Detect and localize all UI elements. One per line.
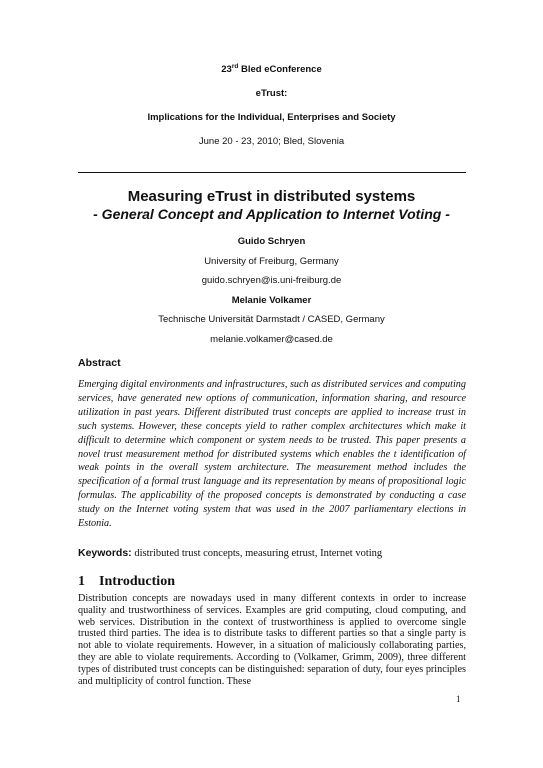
conference-theme-subtitle: Implications for the Individual, Enterprises and Society [147, 112, 396, 123]
keywords-label: Keywords: [78, 547, 132, 559]
section-title: Introduction [99, 574, 175, 589]
conference-name [0, 64, 543, 76]
author-email: melanie.volkamer@cased.de [210, 333, 333, 345]
author-affiliation: Technische Universität Darmstadt / CASED, Germany [158, 314, 385, 326]
author-block [0, 236, 543, 354]
section-number: 1 [78, 574, 85, 589]
introduction-text: Distribution concepts are nowadays used in many different contexts in order to increase quality and trustworthiness of services. Examples are grid computing, cloud computing, and web services. Distribution in the context of trustworthiness is applied to overcome single trusted third parties. The idea is to distribute tasks to different parties so that a single party is not able to violate requirements. However, in a situation of maliciously collaborating parties, they are able to violate requirements. According to (Volkamer, Grimm, 2009), three different types of distributed trust concepts can be distinguished: separation of duty, four eyes principles and multiplicity of control function. These [78, 593, 466, 687]
page-number: 1 [456, 694, 461, 704]
edition-suffix: rd [231, 63, 239, 70]
conference-edition: 23 [221, 64, 232, 75]
abstract-text: Emerging digital environments and infrastructures, such as distributed services and computing services, have generated new options of communication, information sharing, and resource utilization in past years. Different distributed trust concepts are applied to increase trust in such systems. However, these concepts yield to rather complex architectures which make it difficult to determine which component or system needs to be trusted. This paper presents a novel trust measurement method for distributed systems which enables the t identification of weak points in the overall system architecture. The measurement method includes the specification of a formal trust language and its representation by means of propositional logic formulas. The applicability of the proposed concepts is demonstrated by conducting a case study on the Internet voting system that was used in the 2007 parliamentary elections in Estonia. [78, 379, 466, 530]
abstract-heading: Abstract [78, 357, 121, 369]
author-affiliation: University of Freiburg, Germany [204, 255, 339, 267]
author-name: Melanie Volkamer [231, 294, 312, 306]
header-divider [78, 172, 466, 173]
author-name: Guido Schryen [237, 236, 306, 247]
conference-header [0, 64, 543, 160]
conference-theme-title: eTrust: [255, 88, 288, 99]
keywords-text: distributed trust concepts, measuring etrust, Internet voting [134, 548, 383, 559]
conference-title: Bled eConference [240, 64, 322, 75]
section-heading [78, 574, 175, 590]
paper-subtitle: - General Concept and Application to Internet Voting - [93, 206, 450, 222]
author-email: guido.schryen@is.uni-freiburg.de [201, 275, 342, 287]
keywords-line [78, 547, 468, 559]
conference-date-place: June 20 - 23, 2010; Bled, Slovenia [198, 136, 345, 147]
paper-title: Measuring eTrust in distributed systems [127, 188, 416, 205]
